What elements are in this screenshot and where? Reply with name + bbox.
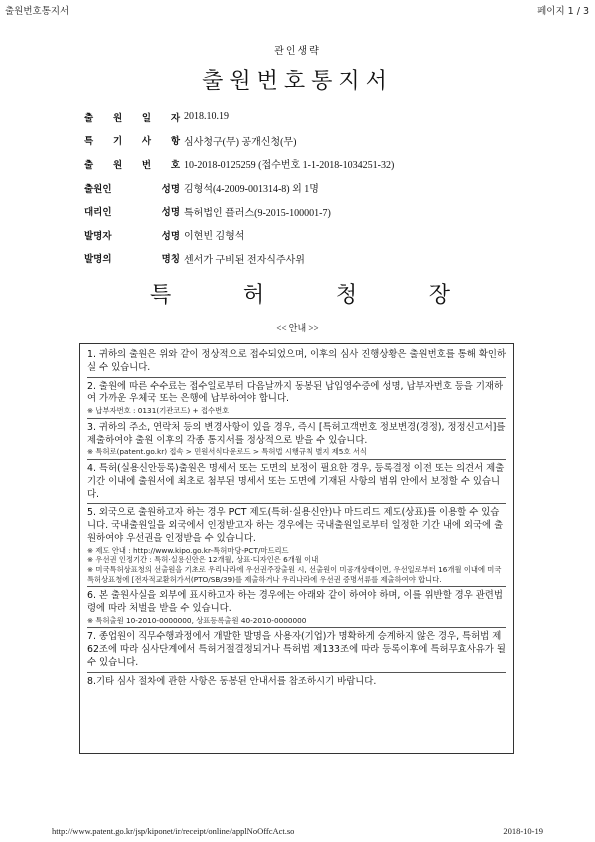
info-label-part: 성명 [161, 207, 180, 219]
info-label-part: 특 [84, 136, 94, 148]
info-label-part: 명칭 [161, 254, 180, 266]
notice-item-4: 4. 특허(실용신안등록)출원은 명세서 또는 도면의 보정이 필요한 경우, 등록결정 이전 또는 의견서 제출기간 이내에 출원서에 최초로 첨부된 명세서 또는 도면에 기재된 사항의 범위 안에서 보정할 수 있습니다. [87, 462, 505, 500]
info-label-part: 자 [170, 112, 180, 124]
divider [87, 503, 506, 504]
info-label [84, 251, 184, 265]
notice-item-7: 7. 종업원이 직무수행과정에서 개발한 발명을 사용자(기업)가 명확하게 승계하지 않은 경우, 특허법 제62조에 따라 심사단계에서 특허거절결정되거나 특허법 제133조에 따라 등록이후에 특허무효사유가 될 수 있습니다. [87, 631, 506, 668]
info-label-part: 대리인 [84, 207, 112, 219]
info-row [84, 223, 524, 247]
notice-item-5-note-2: ※ 우선권 인정기간 : 특허·실용신안은 12개월, 상표·디자인은 6개월 이내 [87, 555, 319, 565]
notice-item-2: 2. 출원에 따른 수수료는 접수일로부터 다음날까지 동봉된 납입영수증에 성명, 납부자번호 등을 기재하여 가까운 우체국 또는 은행에 납부하여야 합니다. [87, 380, 504, 405]
info-row [84, 199, 524, 223]
doc-title: 출원번호통지서 [202, 69, 393, 94]
browser-page-indicator: 페이지 1 / 3 [537, 6, 589, 17]
info-value: 2018.10.19 [184, 111, 229, 123]
guide-heading: << 안내 >> [276, 323, 319, 333]
info-label-part: 항 [170, 136, 180, 148]
info-value: 이현빈 김형석 [184, 231, 245, 243]
info-value: 센서가 구비된 전자식주사위 [184, 254, 305, 266]
info-label-part: 성명 [161, 183, 180, 195]
notice-item-5-note-3: ※ 미국특허상표청의 선출원을 기초로 우리나라에 우선권주장출원 시, 선출원이 미공개상태이면, 우선일로부터 16개월 이내에 미국특허상표청에 [전자적교환허가서(PTO/SB/39)를 제출하거나 우리나라에 우선권 증명서류를 제출하여야 합니다. [87, 564, 502, 584]
notice-item-5-note-1: ※ 제도 안내 : http://www.kipo.go.kr-특허마당-PCT/마드리드 [87, 545, 289, 555]
info-label-part: 기 [112, 136, 123, 148]
info-label [84, 204, 184, 218]
info-row [84, 129, 524, 153]
info-label-part: 발명의 [84, 254, 112, 266]
info-table [84, 105, 524, 270]
office-name-char: 청 [335, 283, 358, 308]
info-label-part: 발명자 [84, 230, 112, 242]
info-label-part: 원 [112, 159, 123, 171]
office-name-char: 허 [242, 283, 265, 308]
info-label-part: 호 [170, 159, 180, 171]
browser-header-title: 출원번호통지서 [5, 6, 70, 17]
browser-footer-date: 2018-10-19 [503, 826, 543, 836]
info-label [84, 157, 184, 171]
notice-item-6: 6. 본 출원사실을 외부에 표시하고자 하는 경우에는 아래와 같이 하여야 하며, 이를 위반할 경우 관련법령에 따라 처벌을 받을 수 있습니다. [87, 590, 503, 614]
notice-item-2-note: ※ 납부자번호 : 0131(기관코드) + 접수번호 [87, 406, 230, 416]
divider [87, 672, 506, 673]
notice-item-3-note: ※ 특허로(patent.go.kr) 접속 > 민원서식다운로드 > 특허법 시행규칙 별지 제5호 서식 [87, 447, 367, 457]
info-label [84, 133, 184, 147]
info-label-part: 출 [84, 112, 94, 124]
divider [87, 418, 506, 419]
notice-item-8: 8.기타 심사 절차에 관한 사항은 동봉된 안내서를 참조하시기 바랍니다. [87, 675, 377, 687]
notice-box [79, 343, 514, 754]
notice-item-5: 5. 외국으로 출원하고자 하는 경우 PCT 제도(특허·실용신안)나 마드리드 제도(상표)를 이용할 수 있습니다. 국내출원일을 외국에서 인정받고자 하는 경우에는 국내출원일로부터 일정한 기간 내에 외국에 출원하여야 우선권을 인정받을 수 있습니다. [87, 507, 504, 544]
info-value: 심사청구(무) 공개신청(무) [184, 136, 297, 148]
info-row [84, 247, 524, 271]
office-name [150, 278, 450, 309]
info-label-part: 원 [112, 112, 123, 124]
info-row [84, 152, 524, 176]
info-label [84, 110, 184, 124]
divider [87, 377, 506, 378]
info-value: 10-2018-0125259 (접수번호 1-1-2018-1034251-32) [184, 160, 395, 172]
info-label-part: 출 [84, 159, 94, 171]
browser-footer-url: http://www.patent.go.kr/jsp/kiponet/ir/receipt/online/applNoOffcAct.so [52, 826, 295, 836]
info-label-part: 번 [141, 159, 152, 171]
divider [87, 586, 506, 587]
info-label-part: 사 [141, 136, 152, 148]
info-value: 김형석(4-2009-001314-8) 외 1명 [184, 184, 319, 196]
info-label [84, 181, 184, 195]
divider [87, 459, 506, 460]
info-row [84, 105, 524, 129]
doc-subtitle: 관인생략 [274, 46, 321, 57]
notice-item-3: 3. 귀하의 주소, 연락처 등의 변경사항이 있을 경우, 즉시 [특허고객번호 정보변경(경정), 정정신고서]를 제출하여야 출원 이후의 각종 통지서를 정상적으로 받을 수 있습니다. [87, 421, 506, 446]
info-label [84, 228, 184, 242]
info-row [84, 176, 524, 200]
notice-item-1: 1. 귀하의 출원은 위와 같이 정상적으로 접수되었으며, 이후의 심사 진행상황은 출원번호를 통해 확인하실 수 있습니다. [87, 349, 506, 373]
info-label-part: 출원인 [84, 183, 112, 195]
divider [87, 627, 506, 628]
info-label-part: 성명 [161, 230, 180, 242]
office-name-char: 특 [150, 283, 172, 308]
office-name-char: 장 [428, 283, 450, 308]
notice-item-6-note: ※ 특허출원 10-2010-0000000, 상표등록출원 40-2010-0000000 [87, 615, 307, 625]
info-value: 특허법인 플러스(9-2015-100001-7) [184, 207, 331, 219]
info-label-part: 일 [141, 112, 152, 124]
